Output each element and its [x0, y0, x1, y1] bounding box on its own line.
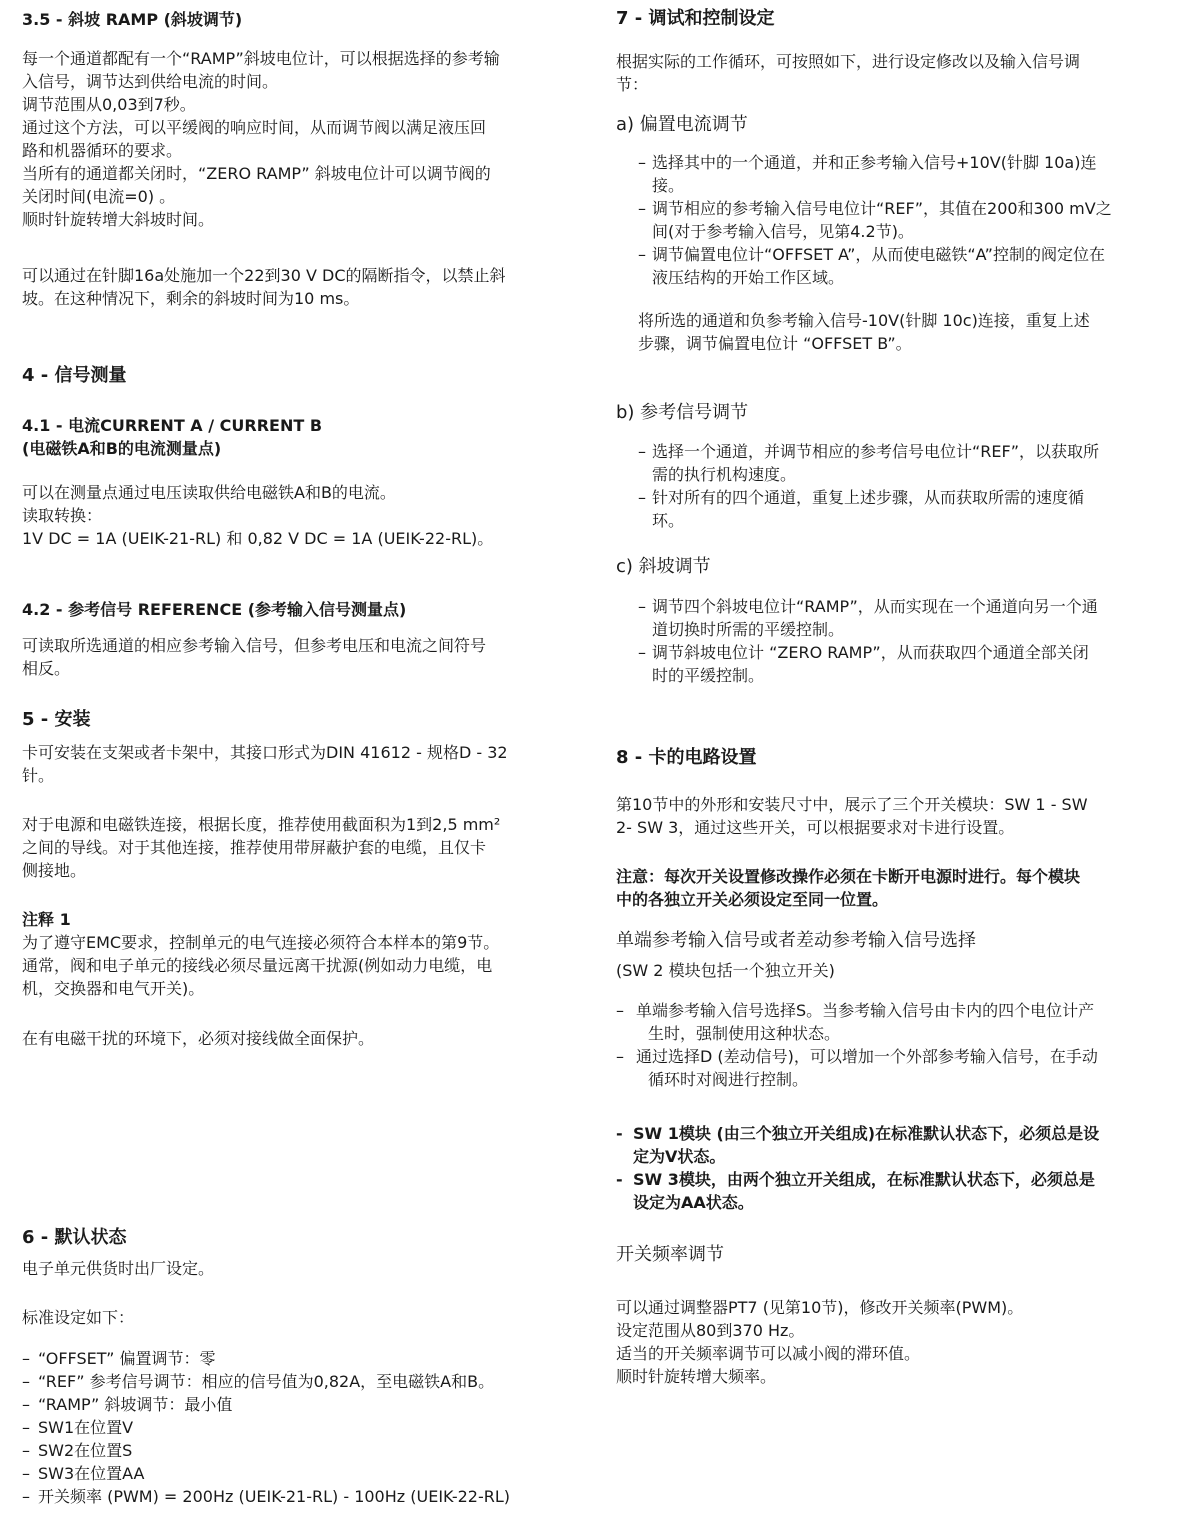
switch-default-list [616, 1122, 1161, 1214]
list-item: – 调节斜坡电位计 “ZERO RAMP”，从而获取四个通道全部关闭 时的平缓控制。 [638, 643, 1089, 685]
signal-selection-list [616, 999, 1161, 1091]
list-item: – SW2在位置S [22, 1441, 133, 1460]
subsection-a-list [616, 151, 1161, 289]
subsection-c-title: c) 斜坡调节 [616, 556, 711, 577]
section-6-title: 6 - 默认状态 [22, 1227, 127, 1248]
list-item: – 调节偏置电位计“OFFSET A”，从而使电磁铁“A”控制的阀定位在 液压结构的开始工作区域。 [638, 245, 1105, 287]
section-4-1-title: 4.1 - 电流CURRENT A / CURRENT B (电磁铁A和B的电流测量点) [22, 416, 323, 458]
section-3-5-paragraph-2: 可以通过在针脚16a处施加一个22到30 V DC的隔断指令，以禁止斜 坡。在这种情况下，剩余的斜坡时间为10 ms。 [22, 266, 506, 308]
signal-selection-title: 单端参考输入信号或者差动参考输入信号选择 [616, 930, 976, 951]
list-item: – SW3在位置AA [22, 1464, 145, 1483]
section-8-warning: 注意：每次开关设置修改操作必须在卡断开电源时进行。每个模块 中的各独立开关必须设定至同一位置。 [616, 867, 1081, 909]
section-5-paragraph-1: 卡可安装在支架或者卡架中，其接口形式为DIN 41612 - 规格D - 32 针。 [22, 743, 508, 785]
section-8-intro: 第10节中的外形和安装尺寸中，展示了三个开关模块：SW 1 - SW 2- SW 3，通过这些开关，可以根据要求对卡进行设置。 [616, 795, 1088, 837]
section-5-paragraph-2: 对于电源和电磁铁连接，根据长度，推荐使用截面积为1到2,5 mm² 之间的导线。对于其他连接，推荐使用带屏蔽护套的电缆，且仅卡 侧接地。 [22, 815, 501, 880]
list-item: – 选择一个通道，并调节相应的参考信号电位计“REF”，以获取所 需的执行机构速度。 [638, 442, 1100, 484]
section-6-standard-label: 标准设定如下： [22, 1308, 135, 1327]
section-7-intro: 根据实际的工作循环，可按照如下，进行设定修改以及输入信号调 节： [616, 52, 1081, 94]
list-item: – SW1在位置V [22, 1418, 134, 1437]
section-4-title: 4 - 信号测量 [22, 365, 127, 386]
list-item: – 单端参考输入信号选择S。当参考输入信号由卡内的四个电位计产 生时，强制使用这种状态。 [616, 1001, 1095, 1043]
section-4-2-title: 4.2 - 参考信号 REFERENCE (参考输入信号测量点) [22, 600, 407, 619]
section-6-intro: 电子单元供货时出厂设定。 [22, 1259, 215, 1278]
section-3-5-paragraph-1: 每一个通道都配有一个“RAMP”斜坡电位计，可以根据选择的参考输 入信号，调节达到供给电流的时间。 调节范围从0,03到7秒。 通过这个方法，可以平缓阀的响应时间，从而调节阀以满足液压回 路和机器循环的要求。 当所有的通道都关闭时，“ZERO RAMP” 斜坡电位计可以调节阀的 关闭时间(电流=0) 。 顺时针旋转增大斜坡时间。 [22, 49, 500, 229]
subsection-a-negative-reference: 将所选的通道和负参考输入信号-10V(针脚 10c)连接，重复上述 步骤，调节偏置电位计 “OFFSET B”。 [638, 311, 1090, 353]
note-1-protection: 在有电磁干扰的环境下，必须对接线做全面保护。 [22, 1029, 375, 1048]
section-5-title: 5 - 安装 [22, 709, 91, 730]
list-item: – 针对所有的四个通道，重复上述步骤，从而获取所需的速度循 环。 [638, 488, 1085, 530]
list-item: – 调节四个斜坡电位计“RAMP”，从而实现在一个通道向另一个通 道切换时所需的平缓控制。 [638, 597, 1098, 639]
subsection-b-title: b) 参考信号调节 [616, 402, 749, 423]
list-item: - SW 3模块，由两个独立开关组成，在标准默认状态下，必须总是 设定为AA状态。 [616, 1170, 1095, 1212]
frequency-title: 开关频率调节 [616, 1244, 724, 1265]
list-item: - SW 1模块 (由三个独立开关组成)在标准默认状态下，必须总是设 定为V状态。 [616, 1124, 1100, 1166]
list-item: – “RAMP” 斜坡调节：最小值 [22, 1395, 233, 1414]
section-8-title: 8 - 卡的电路设置 [616, 747, 757, 768]
default-settings-list [22, 1347, 567, 1508]
list-item: – 通过选择D (差动信号)，可以增加一个外部参考输入信号，在手动 循环时对阀进行控制。 [616, 1047, 1098, 1089]
frequency-body: 可以通过调整器PT7 (见第10节)，修改开关频率(PWM)。 设定范围从80到370 Hz。 适当的开关频率调节可以减小阀的滞环值。 顺时针旋转增大频率。 [616, 1298, 1024, 1386]
subsection-b-list [616, 440, 1161, 532]
subsection-a-title: a) 偏置电流调节 [616, 114, 748, 135]
list-item: – 选择其中的一个通道，并和正参考输入信号+10V(针脚 10a)连 接。 [638, 153, 1097, 195]
list-item: – “REF” 参考信号调节：相应的信号值为0,82A，至电磁铁A和B。 [22, 1372, 495, 1391]
list-item: – 开关频率 (PWM) = 200Hz (UEIK-21-RL) - 100Hz (UEIK-22-RL) [22, 1487, 511, 1506]
subsection-c-list [616, 595, 1161, 687]
section-4-2-body: 可读取所选通道的相应参考输入信号，但参考电压和电流之间符号 相反。 [22, 636, 487, 678]
section-3-5-title: 3.5 - 斜坡 RAMP (斜坡调节) [22, 10, 243, 29]
list-item: – 调节相应的参考输入信号电位计“REF”，其值在200和300 mV之 间(对于参考输入信号，见第4.2节)。 [638, 199, 1112, 241]
note-1-title: 注释 1 [22, 910, 71, 929]
list-item: – “OFFSET” 偏置调节：零 [22, 1349, 216, 1368]
note-1-body: 为了遵守EMC要求，控制单元的电气连接必须符合本样本的第9节。 通常，阀和电子单元的接线必须尽量远离干扰源(例如动力电缆，电 机，交换器和电气开关)。 [22, 933, 500, 998]
signal-selection-subtitle: (SW 2 模块包括一个独立开关) [616, 961, 835, 980]
section-7-title: 7 - 调试和控制设定 [616, 8, 775, 29]
section-4-1-body: 可以在测量点通过电压读取供给电磁铁A和B的电流。 读取转换： 1V DC = 1A (UEIK-21-RL) 和 0,82 V DC = 1A (UEIK-22-RL)。 [22, 483, 494, 548]
